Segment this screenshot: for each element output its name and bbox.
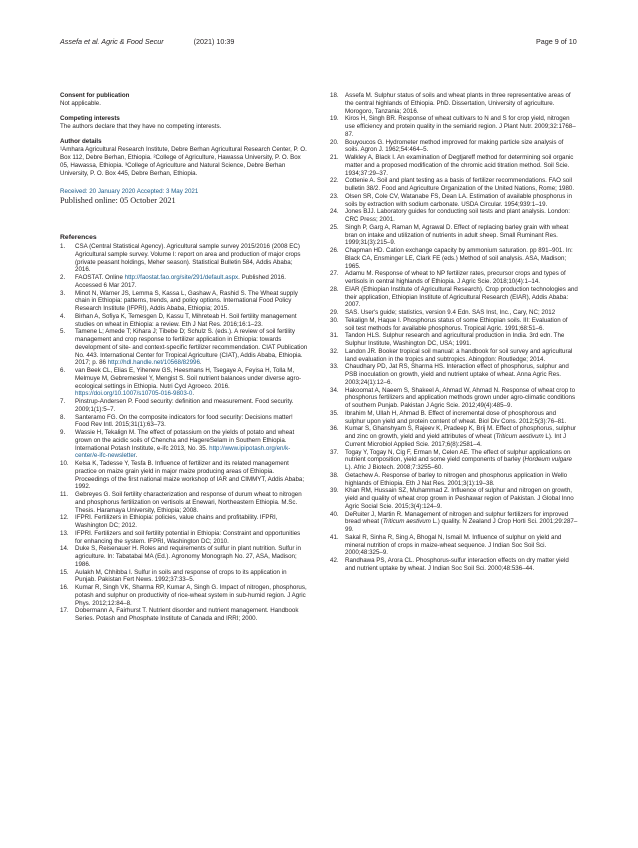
reference-number: 10. (60, 460, 69, 467)
reference-number: 11. (60, 491, 69, 498)
reference-item (60, 414, 308, 430)
reference-number: 41. (330, 533, 339, 541)
reference-item (330, 387, 578, 410)
reference-item (330, 348, 578, 364)
reference-item (330, 139, 578, 155)
reference-text: SAS. User's guide; statistics, version 9.4 Edn. SAS Inst, Inc., Cary, NC; 2012 (345, 309, 556, 316)
journal-citation: Assefa et al. Agric & Food Secur (60, 37, 164, 46)
reference-text: Hakoomat A, Naeem S, Shakeel A, Ahmad W, Ahmad N. Response of wheat crop to phosphorus fertilizers and application methods grown under agro-climatic conditions of southern Punjab. Pakistan J Agric Scie. 2012;49(4):485–9. (345, 386, 576, 409)
reference-text: Pinstrup-Andersen P. Food security: definition and measurement. Food security. 2009;1(1):5–7. (75, 398, 294, 413)
reference-number: 33. (330, 363, 339, 371)
reference-item (60, 530, 308, 546)
reference-item (330, 115, 578, 138)
reference-item (330, 511, 578, 534)
reference-text: IFPRI. Fertilizers and soil fertility potential in Ethiopia: Constraint and opportunities for enhancing the system. IFPRI, Washington DC; 2010. (75, 529, 301, 545)
reference-item (330, 317, 578, 333)
reference-number: 23. (330, 192, 339, 200)
author-details-heading: Author details (60, 138, 102, 145)
reference-item (60, 584, 308, 607)
reference-text-end: L.) quality. N Zealand J Crop Horti Sci. 2001;29:287–99. (345, 518, 578, 533)
reference-item (330, 154, 578, 177)
reference-number: 19. (330, 115, 339, 123)
reference-number: 34. (330, 386, 339, 394)
reference-number: 14. (60, 545, 69, 553)
species-name: Triticum aestivum (495, 433, 544, 440)
reference-number: 24. (330, 208, 339, 216)
reference-item (330, 534, 578, 557)
reference-number: 13. (60, 529, 69, 537)
reference-item (330, 410, 578, 426)
reference-text: Bouyoucos G. Hydrometer method improved for making particle size analysis of soils. Agron J. 1962;54:464–5. (345, 138, 564, 154)
reference-text-end: . (199, 359, 202, 367)
reference-number: 4. (60, 312, 66, 320)
reference-item (60, 491, 308, 514)
reference-text: Dobermann A, Fairhurst T. Nutrient disorder and nutrient management. Handbook Series. Potash and Phosphate Institute of Canada and IRRI; 2000. (75, 607, 299, 622)
reference-number: 12. (60, 514, 69, 522)
reference-text: Tamene L; Amede T; Kihara J; Tibebe D; Schulz S. (eds.). A review of soil fertility management and crop response to fertilizer application in Ethiopia: towards development of site- and context-specific fertilizer recommendation. CIAT Publication No. 443. International Center for Tropical Agriculture (CIAT), Addis Ababa, Ethiopia. 2017; p. 86 (75, 328, 308, 367)
reference-number: 35. (330, 409, 339, 417)
reference-text: Olsen SR, Cole CV, Watanabe FS, Dean LA. Estimation of available phosphorus in soils by extraction with sodium carbonate. USDA Circular. 1954;939:1–19. (345, 192, 572, 208)
reference-text-end: . (192, 390, 195, 398)
reference-item (60, 243, 308, 274)
reference-item (330, 557, 578, 573)
reference-number: 30. (330, 316, 339, 324)
reference-number: 22. (330, 177, 339, 185)
reference-item (60, 545, 308, 568)
reference-text: Minot N, Warner JS, Lemma S, Kassa L, Gashaw A, Rashid S. The Wheat supply chain in Ethiopia: patterns, trends, and policy options. International Food Policy Research Institute (IFPRI), Addis Ababa, Ethiopia; 2015. (75, 289, 298, 312)
reference-text: van Beek CL, Elias E, Yihenew GS, Heesmans H, Tsegaye A, Feyisa H, Tolla M, Melmuye M, Gebremeskel Y, Mengist S. Soil nutrient balances under diverse agro- ecological settings in Ethiopia. Nutri Cycl Agroeco. 2016. (75, 367, 302, 390)
reference-number: 20. (330, 138, 339, 146)
reference-text: Wassie H, Tekalign M. The effect of potassium on the yields of potato and wheat grown on the acidic soils of Chencha and HagereSelam in Southern Ethiopia. International Potash Institute, e-ifc 2013, No. 35. (75, 429, 295, 452)
reference-text: FAOSTAT. Online (75, 274, 125, 281)
reference-text: Duke S, Reisenauer H. Roles and requirements of sulfur in plant nutrition. Sulfur in agriculture. In: Tabatabai MA (Ed.). Agronomy Monograph No. 27, ASA, Madison; 1986. (75, 545, 301, 568)
volume-info: (2021) 10:39 (193, 37, 235, 46)
reference-text: Birhan A, Sofiya K, Temesgen D, Kassu T, Mihreteab H. Soil fertility management studies on wheat in Ethiopia: a review. Eth J Nat Res. 2016;16:1–23. (75, 312, 297, 328)
reference-item (330, 247, 578, 270)
reference-link[interactable]: http://faostat.fao.org/site/291/default.aspx (124, 274, 239, 281)
reference-text: Gebreyes G. Soil fertility characterization and response of durum wheat to nitrogen and phosphorus fertilization on vertisols at Enewari, Northeastern Ethiopia. M.Sc. Thesis. Haramaya University, Ethiopia; 2008. (75, 491, 302, 514)
reference-text-end: . Published 2016. Accessed 6 Mar 2017. (75, 274, 286, 289)
running-header-citation (60, 37, 234, 46)
received-accepted-dates: Received: 20 January 2020 Accepted: 3 May 2021 (60, 188, 199, 195)
reference-text: IFPRI. Fertilizers in Ethiopia: policies, value chains and profitability. IFPRI, Washington DC; 2012. (75, 514, 278, 529)
reference-item (330, 449, 578, 472)
reference-text: Getachew A. Response of barley to nitrogen and phosphorus application in Wello highlands of Ethiopia. Eth J Nat Res. 2001;3(1):19–38. (345, 471, 568, 487)
reference-text-end: L). Afric J Biotech. 2008;7:3255–60. (345, 464, 444, 471)
author-details-text: ¹Amhara Agricultural Research Institute, Debre Berhan Agricultural Research Center, P. O. Box 112, Debre Berhan, Ethiopia. ²College of Agriculture, Hawassa University, P. O. Box 05, Hawassa, Ethiopia. ³College of Agriculture and Natural Science, Debre Berhan University, P. O. Box 445, Debre Berhan, Ethiopia. (60, 146, 307, 177)
species-name: Triticum aestivum (382, 518, 431, 526)
reference-item (60, 290, 308, 313)
reference-number: 1. (60, 243, 66, 250)
consent-heading: Consent for publication (60, 92, 130, 99)
reference-text: Sakal R, Sinha R, Sing A, Bhogal N, Ismail M. Influence of sulphur on yield and mineral nutrition of crops in maize-wheat sequence. J Indian Soc Soil Sci. 2000;48:325–9. (345, 533, 562, 557)
reference-item (330, 425, 578, 448)
reference-link[interactable]: http://www.ipipotash.org/en/k-center/e-ifc-newsletter (75, 444, 291, 460)
reference-item (330, 224, 578, 247)
reference-number: 40. (330, 510, 339, 518)
reference-item (60, 607, 308, 623)
reference-number: 6. (60, 367, 66, 374)
competing-interests-heading: Competing interests (60, 115, 120, 122)
reference-item (60, 274, 308, 290)
reference-number: 21. (330, 154, 339, 161)
reference-text: Assefa M. Sulphur status of soils and wheat plants in three representative areas of the central highlands of Ethiopia. PhD. Dissertation, University of agriculture. Morogoro, Tanzania; 2016. (345, 92, 571, 115)
reference-number: 7. (60, 398, 66, 405)
reference-item (60, 460, 308, 491)
published-date: Published online: 05 October 2021 (60, 196, 176, 205)
reference-number: 28. (330, 285, 339, 293)
reference-text: EIAR (Ethiopian Institute of Agricultural Research). Crop production technologies and their application, Ethiopian Institute of Agricultural Research (EIAR), Addis Ababa: 2007. (345, 285, 578, 309)
reference-link[interactable]: https://doi.org/10.1007/s10705-016-9803-0 (75, 390, 193, 398)
reference-text: Chapman HD. Cation exchange capacity by ammonium saturation. pp 891–901. In: Black CA, Ensminger LE, Clark FE (eds.) Method of soil analysis. ASA, Madison; 1965. (345, 247, 573, 270)
reference-text: Ibrahim M, Ullah H, Ahmad B. Effect of incremental dose of phosphorous and sulphur upon yield and protein content of wheat. Biol Div Cons. 2012;5(3):76–81. (345, 409, 567, 425)
reference-text: Kiros H, Singh BR. Response of wheat cultivars to N and S for crop yield, nitrogen use efficiency and protein quality in the semiarid region. J Plant Nutr. 2009;32:1768–87. (345, 115, 576, 138)
reference-number: 38. (330, 471, 339, 479)
reference-number: 9. (60, 429, 66, 436)
reference-item (60, 429, 308, 460)
reference-link[interactable]: http://hdl.handle.net/10568/82996 (107, 359, 200, 367)
reference-item (330, 193, 578, 209)
references-heading: References (60, 234, 97, 241)
reference-text: CSA (Central Statistical Agency). Agricultural sample survey 2015/2016 (2008 EC) Agricultural sample survey. Volume I: report on area and production of major crops (private peasant holdings, Meher season). Statistical Bulletin 584, Addis Ababa; 2016. (75, 243, 301, 274)
reference-number: 29. (330, 309, 339, 316)
right-column (330, 92, 578, 573)
page-number: Page 9 of 10 (536, 37, 577, 46)
references-list-right (330, 92, 578, 573)
reference-text: Aulakh M, Chhibba I. Sulfur in soils and response of crops to its application in Punjab. Pakistan Fert News. 1992;37:33–5. (75, 568, 287, 584)
reference-number: 36. (330, 425, 339, 433)
reference-item (330, 208, 578, 224)
reference-text: Cottenie A. Soil and plant testing as a basis of fertilizer recommendations. FAO soil bulletin 38/2. Food and Agriculture Organization of the United Nations, Rome; 1980. (345, 177, 575, 192)
reference-number: 31. (330, 332, 339, 340)
reference-text: Tandon HLS. Sulphur research and agricultural production in India. 3rd edn. The Sulphur Institute, Washington DC, USA; 1991. (345, 332, 565, 347)
reference-number: 15. (60, 568, 69, 576)
reference-text-end: . (135, 452, 138, 460)
reference-text: Singh P, Garg A, Raman M, Agrawal D. Effect of replacing barley grain with wheat bran on intake and utilization of nutrients in adult sheep. Small Ruminant Res. 1999;31(3):215–9. (345, 223, 569, 247)
references-list-left (60, 243, 308, 623)
reference-number: 27. (330, 270, 339, 278)
reference-item (330, 363, 578, 386)
reference-number: 37. (330, 448, 339, 456)
reference-text: Kumar S, Ghanshyam S, Rajeev K, Pradeep K, Brij M. Effect of phosphorus, sulphur and zinc on growth, yield and yield attributes of wheat ( (345, 425, 576, 440)
left-column (60, 92, 308, 623)
reference-item (60, 328, 308, 367)
competing-interests-text: The authors declare that they have no competing interests. (60, 123, 222, 130)
reference-item (330, 309, 578, 317)
reference-number: 25. (330, 223, 339, 231)
reference-text-end: L). Int J Current Microbiol Applied Scie. 2017;6(8):2581–4. (345, 433, 567, 448)
reference-item (330, 286, 578, 309)
reference-number: 3. (60, 289, 66, 297)
reference-item (330, 177, 578, 193)
reference-number: 26. (330, 247, 339, 254)
reference-text: Khan RM, Hussain SZ, Muhammad Z. Influence of sulphur and nitrogen on growth, yield and quality of wheat crop grown in Peshawar region of Pakistan. J Global Inno Agric Social Scie. 2015;3(4):124–9. (345, 487, 574, 510)
reference-text: Tekalign M, Haque I. Phosphorus status of some Ethiopian soils. III: Evaluation of soil test methods for available phosphorus. Tropical Agric. 1991;68:51–6. (345, 316, 568, 332)
reference-number: 8. (60, 413, 66, 421)
reference-text: Walkley A, Black I. An examination of Degtjareff method for determining soil organic matter and a proposed modification of the chromic acid titration method. Soil Scie. 1934;37:29–37. (345, 154, 574, 177)
reference-number: 18. (330, 92, 339, 99)
reference-item (330, 487, 578, 510)
reference-text: Santeramo FG. On the composite indicators for food security: Decisions matter! Food Rev Intl. 2015;31(1):63–73. (75, 413, 293, 429)
reference-number: 32. (330, 347, 339, 355)
reference-item (60, 514, 308, 530)
reference-number: 39. (330, 487, 339, 495)
reference-text: Togay Y, Togay N, Cig F, Erman M, Celen AE. The effect of sulphur applications on nutrient composition, yield and some yield components of barley ( (345, 448, 571, 464)
reference-text: Jones BJJ. Laboratory guides for conducting soil tests and plant analysis. London: CRC Press; 2001. (345, 208, 570, 223)
consent-text: Not applicable. (60, 100, 101, 107)
reference-text: Adamu M. Response of wheat to NP fertilizer rates, precursor crops and types of vertisols in central highlands of Ethiopia. J Agric Scie. 2018;10(4):1–14. (345, 270, 566, 285)
reference-text: Kelsa K, Tadesse Y, Tesfa B. Influence of fertilizer and its related management practice on maize grain yield in major maize producing areas of Ethiopia. Proceedings of the first national maize workshop of IAR and CIMMYT, Addis Ababa; 1992. (75, 460, 305, 491)
reference-item (60, 398, 308, 414)
reference-number: 17. (60, 607, 69, 615)
reference-number: 5. (60, 328, 66, 336)
reference-text: Kumar R, Singh VK, Sharma RP, Kumar A, Singh G. Impact of nitrogen, phosphorus, potash and sulphur on productivity of rice-wheat system in sub-humid region. J Agric Phys. 2012;12:84–8. (75, 584, 307, 607)
reference-item (330, 472, 578, 488)
reference-text: Randhawa PS, Arora CL. Phosphorus-sulfur interaction effects on dry matter yield and nutrient uptake by wheat. J Indian Soc Soil Sci. 2000;48:536–44. (345, 557, 569, 572)
reference-item (60, 367, 308, 398)
species-name: Hordeum vulgare (524, 456, 572, 464)
reference-text: Landon JR. Booker tropical soil manual: a handbook for soil survey and agricultural land evaluation in the tropics and subtropics. Abingdon: Routledge; 2014. (345, 347, 573, 363)
reference-number: 16. (60, 584, 69, 591)
reference-item (60, 313, 308, 329)
reference-item (60, 569, 308, 585)
reference-item (330, 92, 578, 115)
reference-number: 2. (60, 274, 66, 281)
reference-text: Chaudhary PD, Jat RS, Sharma HS. Interaction effect of phosphorus, sulphur and PSB inoculation on growth, yield and nutrient uptake of wheat. Anna Agric Res. 2003;24(1):12–6. (345, 363, 569, 386)
reference-item (330, 270, 578, 286)
reference-text: DeRuiter J, Martin R. Management of nitrogen and sulphur fertilizers for improved bread wheat ( (345, 510, 569, 526)
reference-item (330, 332, 578, 348)
reference-number: 42. (330, 557, 339, 564)
